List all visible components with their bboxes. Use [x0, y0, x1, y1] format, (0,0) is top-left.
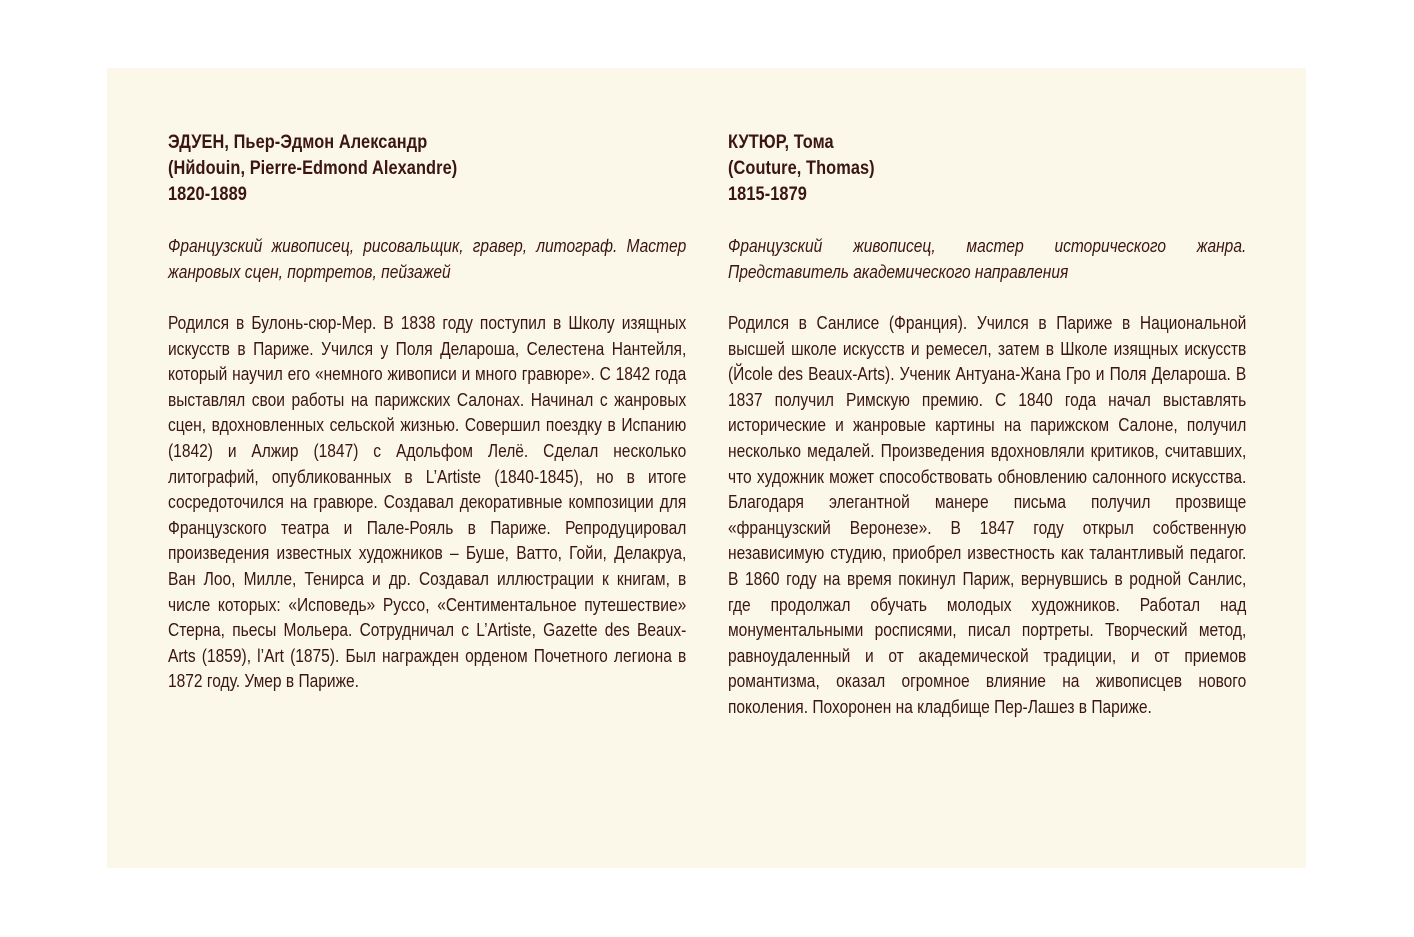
- artist-name-ru: ЭДУЕН, Пьер-Эдмон Александр: [168, 132, 428, 153]
- artist-biography: [728, 310, 1246, 720]
- artist-biography: [168, 310, 686, 694]
- artist-description-text: Французский живописец, мастер исторического жанра. Представитель академического направления: [728, 235, 1247, 282]
- artist-name-original: (Hйdouin, Pierre-Edmond Alexandre): [168, 158, 458, 179]
- artist-name-ru: КУТЮР, Тома: [728, 132, 834, 153]
- artist-description: [168, 233, 686, 284]
- artist-entry-couture: [728, 130, 1248, 720]
- artist-heading: [728, 130, 1244, 208]
- artist-name-original: (Couture, Thomas): [728, 158, 875, 179]
- artist-entry-hedouin: [168, 130, 688, 694]
- artist-biography-text: Родился в Булонь-сюр-Мер. В 1838 году поступил в Школу изящных искусств в Париже. Учился у Поля Делароша, Селестена Нантейля, который научил его «немного живописи и много гравюре». С 1842 года выставлял свои работы на парижских Салонах. Начинал с жанровых сцен, вдохновленных сельской жизнью. Совершил поездку в Испанию (1842) и Алжир (1847) с Адольфом Лелё. Сделал несколько литографий, опубликованных в L’Artiste (1840-1845), но в итоге сосредоточился на гравюре. Создавал декоративные композиции для Французского театра и Пале-Рояль в Париже. Репродуцировал произведения известных художников – Буше, Ватто, Гойи, Делакруа, Ван Лоо, Милле, Тенирса и др. Создавал иллюстрации к книгам, в числе которых: «Исповедь» Руссо, «Сентиментальное путешествие» Стерна, пьесы Мольера. Сотрудничал с L’Artiste, Gazette des Beaux-Arts (1859), l’Art (1875). Был награжден орденом Почетного легиона в 1872 году. Умер в Париже.: [168, 312, 687, 692]
- artist-biography-text: Родился в Санлисе (Франция). Учился в Париже в Национальной высшей школе искусств и ремесел, затем в Школе изящных искусств (Йcole des Beaux-Arts). Ученик Антуана-Жана Гро и Поля Делароша. В 1837 получил Римскую премию. С 1840 года начал выставлять исторические и жанровые картины на парижском Салоне, получил несколько медалей. Произведения вдохновляли критиков, считавших, что художник может способствовать обновлению салонного искусства. Благодаря элегантной манере письма получил прозвище «французский Веронезе». В 1847 году открыл собственную независимую студию, приобрел известность как талантливый педагог. В 1860 году на время покинул Париж, вернувшись в родной Санлис, где продолжал обучать молодых художников. Работал над монументальными росписями, писал портреты. Творческий метод, равноудаленный и от академической традиции, и от приемов романтизма, оказал огромное влияние на живописцев нового поколения. Похоронен на кладбище Пер-Лашез в Париже.: [728, 312, 1247, 717]
- artist-years: 1820-1889: [168, 184, 247, 205]
- artist-description-text: Французский живописец, рисовальщик, гравер, литограф. Мастер жанровых сцен, портретов, пейзажей: [168, 235, 687, 282]
- artist-heading: [168, 130, 684, 208]
- artist-description: [728, 233, 1246, 284]
- artist-years: 1815-1879: [728, 184, 807, 205]
